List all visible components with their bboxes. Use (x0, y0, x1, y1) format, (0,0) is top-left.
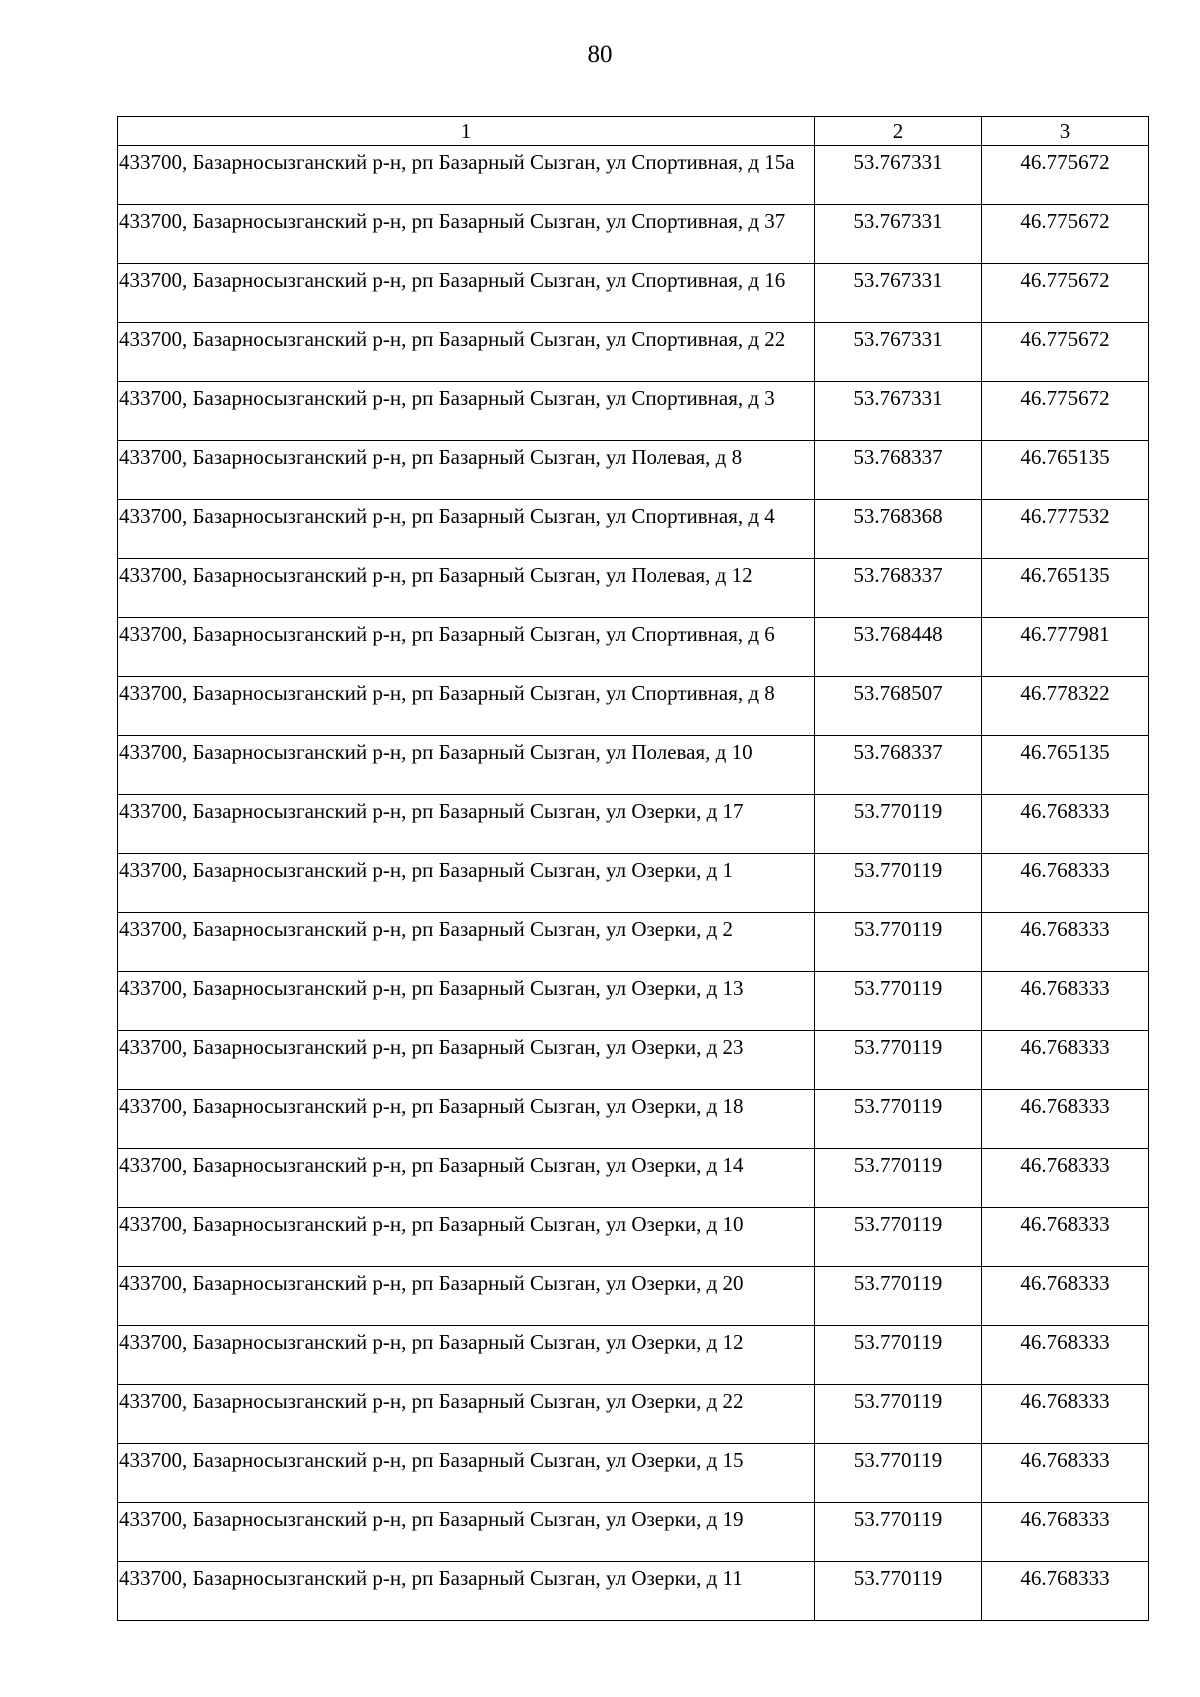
table-row (118, 736, 1149, 795)
latitude-cell: 53.770119 (815, 1090, 982, 1149)
table-row (118, 441, 1149, 500)
latitude-cell: 53.770119 (815, 913, 982, 972)
address-cell: 433700, Базарносызганский р-н, рп Базарный Сызган, ул Полевая, д 10 (118, 736, 815, 795)
address-cell: 433700, Базарносызганский р-н, рп Базарный Сызган, ул Озерки, д 11 (118, 1562, 815, 1621)
address-cell: 433700, Базарносызганский р-н, рп Базарный Сызган, ул Спортивная, д 4 (118, 500, 815, 559)
address-cell: 433700, Базарносызганский р-н, рп Базарный Сызган, ул Озерки, д 14 (118, 1149, 815, 1208)
table-row (118, 323, 1149, 382)
address-cell: 433700, Базарносызганский р-н, рп Базарный Сызган, ул Спортивная, д 22 (118, 323, 815, 382)
table-row (118, 500, 1149, 559)
table-row (118, 1090, 1149, 1149)
table-row (118, 677, 1149, 736)
latitude-cell: 53.770119 (815, 1267, 982, 1326)
address-cell: 433700, Базарносызганский р-н, рп Базарный Сызган, ул Озерки, д 1 (118, 854, 815, 913)
longitude-cell: 46.768333 (982, 1385, 1149, 1444)
longitude-cell: 46.765135 (982, 441, 1149, 500)
latitude-cell: 53.770119 (815, 1208, 982, 1267)
table-row (118, 1503, 1149, 1562)
longitude-cell: 46.775672 (982, 205, 1149, 264)
longitude-cell: 46.768333 (982, 913, 1149, 972)
table-row (118, 618, 1149, 677)
latitude-cell: 53.770119 (815, 1149, 982, 1208)
address-cell: 433700, Базарносызганский р-н, рп Базарный Сызган, ул Озерки, д 2 (118, 913, 815, 972)
longitude-cell: 46.775672 (982, 323, 1149, 382)
table-row (118, 1031, 1149, 1090)
latitude-cell: 53.767331 (815, 205, 982, 264)
table-row (118, 972, 1149, 1031)
latitude-cell: 53.770119 (815, 1326, 982, 1385)
address-cell: 433700, Базарносызганский р-н, рп Базарный Сызган, ул Спортивная, д 15а (118, 146, 815, 205)
latitude-cell: 53.768368 (815, 500, 982, 559)
latitude-cell: 53.770119 (815, 1562, 982, 1621)
address-cell: 433700, Базарносызганский р-н, рп Базарный Сызган, ул Озерки, д 15 (118, 1444, 815, 1503)
table-row (118, 205, 1149, 264)
longitude-cell: 46.768333 (982, 1444, 1149, 1503)
latitude-cell: 53.767331 (815, 146, 982, 205)
table-row (118, 1385, 1149, 1444)
table-row (118, 1444, 1149, 1503)
address-cell: 433700, Базарносызганский р-н, рп Базарный Сызган, ул Спортивная, д 8 (118, 677, 815, 736)
address-cell: 433700, Базарносызганский р-н, рп Базарный Сызган, ул Озерки, д 17 (118, 795, 815, 854)
latitude-cell: 53.770119 (815, 972, 982, 1031)
address-cell: 433700, Базарносызганский р-н, рп Базарный Сызган, ул Озерки, д 22 (118, 1385, 815, 1444)
latitude-cell: 53.770119 (815, 1503, 982, 1562)
longitude-cell: 46.765135 (982, 736, 1149, 795)
longitude-cell: 46.768333 (982, 1326, 1149, 1385)
table-row (118, 1562, 1149, 1621)
longitude-cell: 46.768333 (982, 1031, 1149, 1090)
address-cell: 433700, Базарносызганский р-н, рп Базарный Сызган, ул Озерки, д 13 (118, 972, 815, 1031)
address-cell: 433700, Базарносызганский р-н, рп Базарный Сызган, ул Полевая, д 8 (118, 441, 815, 500)
longitude-cell: 46.768333 (982, 854, 1149, 913)
latitude-cell: 53.768448 (815, 618, 982, 677)
table-row (118, 795, 1149, 854)
latitude-cell: 53.768507 (815, 677, 982, 736)
table-row (118, 913, 1149, 972)
address-cell: 433700, Базарносызганский р-н, рп Базарный Сызган, ул Спортивная, д 6 (118, 618, 815, 677)
latitude-cell: 53.770119 (815, 1385, 982, 1444)
latitude-cell: 53.770119 (815, 1031, 982, 1090)
longitude-cell: 46.768333 (982, 1149, 1149, 1208)
latitude-cell: 53.768337 (815, 736, 982, 795)
header-row (118, 117, 1149, 146)
column-header-address: 1 (118, 117, 815, 146)
longitude-cell: 46.775672 (982, 146, 1149, 205)
table-body (118, 146, 1149, 1621)
longitude-cell: 46.765135 (982, 559, 1149, 618)
longitude-cell: 46.768333 (982, 1090, 1149, 1149)
address-coordinates-table (117, 116, 1149, 1621)
address-cell: 433700, Базарносызганский р-н, рп Базарный Сызган, ул Озерки, д 23 (118, 1031, 815, 1090)
latitude-cell: 53.768337 (815, 441, 982, 500)
table-row (118, 1267, 1149, 1326)
longitude-cell: 46.778322 (982, 677, 1149, 736)
longitude-cell: 46.777981 (982, 618, 1149, 677)
address-cell: 433700, Базарносызганский р-н, рп Базарный Сызган, ул Озерки, д 20 (118, 1267, 815, 1326)
longitude-cell: 46.768333 (982, 1208, 1149, 1267)
latitude-cell: 53.767331 (815, 264, 982, 323)
table-row (118, 1326, 1149, 1385)
latitude-cell: 53.767331 (815, 382, 982, 441)
table-row (118, 1149, 1149, 1208)
address-cell: 433700, Базарносызганский р-н, рп Базарный Сызган, ул Озерки, д 19 (118, 1503, 815, 1562)
longitude-cell: 46.768333 (982, 1267, 1149, 1326)
address-cell: 433700, Базарносызганский р-н, рп Базарный Сызган, ул Спортивная, д 16 (118, 264, 815, 323)
column-header-longitude: 3 (982, 117, 1149, 146)
longitude-cell: 46.775672 (982, 382, 1149, 441)
longitude-cell: 46.768333 (982, 972, 1149, 1031)
longitude-cell: 46.775672 (982, 264, 1149, 323)
address-cell: 433700, Базарносызганский р-н, рп Базарный Сызган, ул Озерки, д 12 (118, 1326, 815, 1385)
table-row (118, 559, 1149, 618)
page-number: 80 (587, 41, 613, 68)
latitude-cell: 53.770119 (815, 854, 982, 913)
address-cell: 433700, Базарносызганский р-н, рп Базарный Сызган, ул Спортивная, д 37 (118, 205, 815, 264)
table-row (118, 854, 1149, 913)
table-row (118, 264, 1149, 323)
longitude-cell: 46.768333 (982, 795, 1149, 854)
longitude-cell: 46.768333 (982, 1562, 1149, 1621)
latitude-cell: 53.770119 (815, 795, 982, 854)
latitude-cell: 53.767331 (815, 323, 982, 382)
address-cell: 433700, Базарносызганский р-н, рп Базарный Сызган, ул Озерки, д 10 (118, 1208, 815, 1267)
latitude-cell: 53.768337 (815, 559, 982, 618)
address-cell: 433700, Базарносызганский р-н, рп Базарный Сызган, ул Полевая, д 12 (118, 559, 815, 618)
latitude-cell: 53.770119 (815, 1444, 982, 1503)
table-header (118, 117, 1149, 146)
table-row (118, 1208, 1149, 1267)
longitude-cell: 46.768333 (982, 1503, 1149, 1562)
address-cell: 433700, Базарносызганский р-н, рп Базарный Сызган, ул Спортивная, д 3 (118, 382, 815, 441)
table-row (118, 146, 1149, 205)
table-row (118, 382, 1149, 441)
address-cell: 433700, Базарносызганский р-н, рп Базарный Сызган, ул Озерки, д 18 (118, 1090, 815, 1149)
longitude-cell: 46.777532 (982, 500, 1149, 559)
column-header-latitude: 2 (815, 117, 982, 146)
